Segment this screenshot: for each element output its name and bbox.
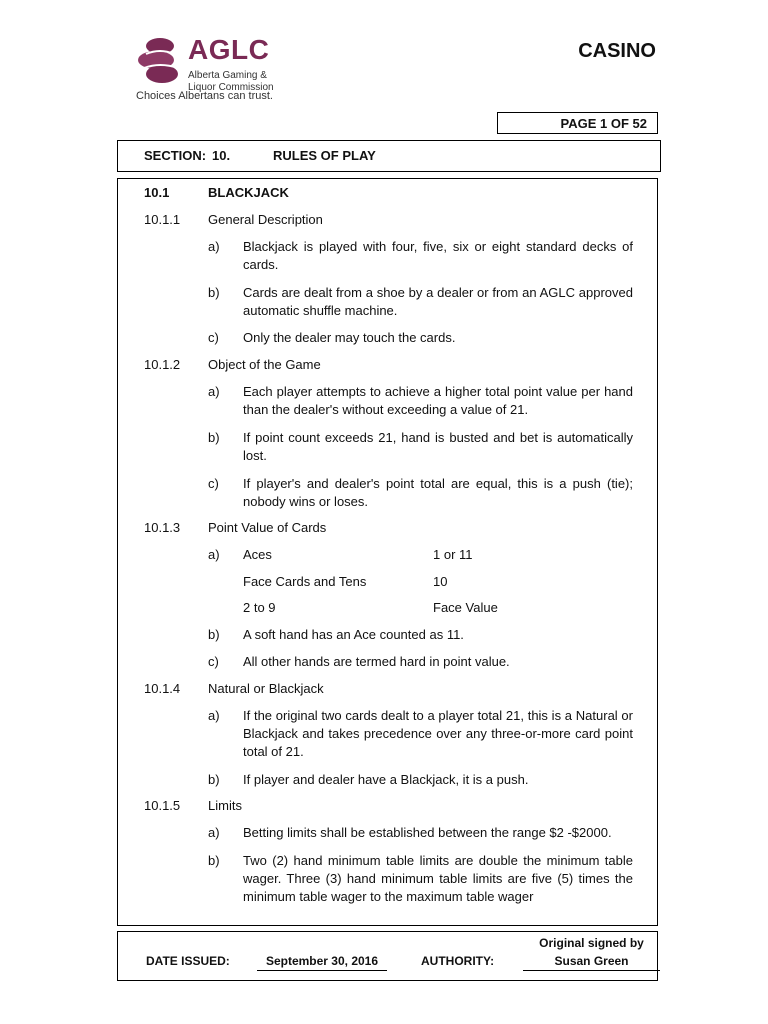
subsection-heading: Natural or Blackjack bbox=[208, 681, 324, 696]
card-value: 10 bbox=[433, 574, 448, 589]
item-text: If point count exceeds 21, hand is busted and bet is automatically lost. bbox=[243, 430, 633, 463]
item-letter: b) bbox=[208, 430, 220, 445]
item-text: Cards are dealt from a shoe by a dealer or from an AGLC approved automatic shuffle machine. bbox=[243, 285, 633, 318]
item-letter: b) bbox=[208, 627, 220, 642]
date-issued-label: DATE ISSUED: bbox=[146, 954, 230, 968]
authority-line2: Susan Green bbox=[523, 954, 660, 971]
subsection-heading: Limits bbox=[208, 798, 242, 813]
item-text: If the original two cards dealt to a player total 21, this is a Natural or Blackjack and takes precedence over any three-or-more card point total of 21. bbox=[243, 708, 633, 759]
card-name: 2 to 9 bbox=[243, 600, 276, 615]
item-text: If player's and dealer's point total are equal, this is a push (tie); nobody wins or loses. bbox=[243, 476, 633, 509]
card-name: Aces bbox=[243, 547, 272, 562]
item-letter: c) bbox=[208, 654, 219, 669]
tagline: Choices Albertans can trust. bbox=[136, 90, 273, 102]
card-name: Face Cards and Tens bbox=[243, 574, 367, 589]
subsection-heading: Object of the Game bbox=[208, 357, 321, 372]
card-value: 1 or 11 bbox=[433, 547, 473, 562]
subsection-heading: Point Value of Cards bbox=[208, 520, 327, 535]
item-text: If player and dealer have a Blackjack, it is a push. bbox=[243, 772, 529, 787]
item-letter: a) bbox=[208, 239, 220, 254]
logo-subtitle-line1: Alberta Gaming & bbox=[188, 70, 267, 81]
authority-label: AUTHORITY: bbox=[421, 954, 495, 968]
item-letter: b) bbox=[208, 285, 220, 300]
logo-name: AGLC bbox=[188, 34, 270, 65]
section-title: RULES OF PLAY bbox=[273, 148, 376, 163]
item-text: Two (2) hand minimum table limits are double the minimum table wager. Three (3) hand minimum table limits are five (5) times the minimum table wager to the maximum table wager bbox=[243, 853, 633, 904]
authority-line1: Original signed by bbox=[539, 936, 644, 950]
page-indicator: PAGE 1 OF 52 bbox=[497, 112, 658, 134]
item-text: A soft hand has an Ace counted as 11. bbox=[243, 627, 464, 642]
date-issued-value: September 30, 2016 bbox=[257, 954, 387, 971]
item-letter: c) bbox=[208, 330, 219, 345]
aglc-logo-icon bbox=[136, 36, 184, 86]
section-label: SECTION: bbox=[144, 148, 207, 163]
item-letter: a) bbox=[208, 547, 220, 562]
item-letter: a) bbox=[208, 708, 220, 723]
section-heading: BLACKJACK bbox=[208, 185, 289, 200]
item-letter: b) bbox=[208, 772, 220, 787]
section-header bbox=[117, 140, 661, 172]
item-text: Betting limits shall be established between the range $2 -$2000. bbox=[243, 825, 612, 840]
item-text: All other hands are termed hard in point value. bbox=[243, 654, 510, 669]
section-number: 10.1 bbox=[144, 185, 170, 200]
subsection-number: 10.1.4 bbox=[144, 681, 181, 696]
item-letter: a) bbox=[208, 825, 220, 840]
item-letter: a) bbox=[208, 384, 220, 399]
subsection-number: 10.1.5 bbox=[144, 798, 181, 813]
item-text: Each player attempts to achieve a higher total point value per hand than the dealer's without exceeding a value of 21. bbox=[243, 384, 633, 417]
subsection-number: 10.1.2 bbox=[144, 357, 181, 372]
item-text: Blackjack is played with four, five, six or eight standard decks of cards. bbox=[243, 239, 633, 272]
subsection-number: 10.1.3 bbox=[144, 520, 181, 535]
document-type: CASINO bbox=[578, 40, 656, 62]
logo-subtitle-line2: Liquor Commission bbox=[188, 82, 274, 93]
subsection-heading: General Description bbox=[208, 212, 323, 227]
item-letter: c) bbox=[208, 476, 219, 491]
section-number: 10. bbox=[212, 148, 231, 163]
item-letter: b) bbox=[208, 853, 220, 868]
item-text: Only the dealer may touch the cards. bbox=[243, 330, 456, 345]
subsection-number: 10.1.1 bbox=[144, 212, 181, 227]
card-value: Face Value bbox=[433, 600, 498, 615]
